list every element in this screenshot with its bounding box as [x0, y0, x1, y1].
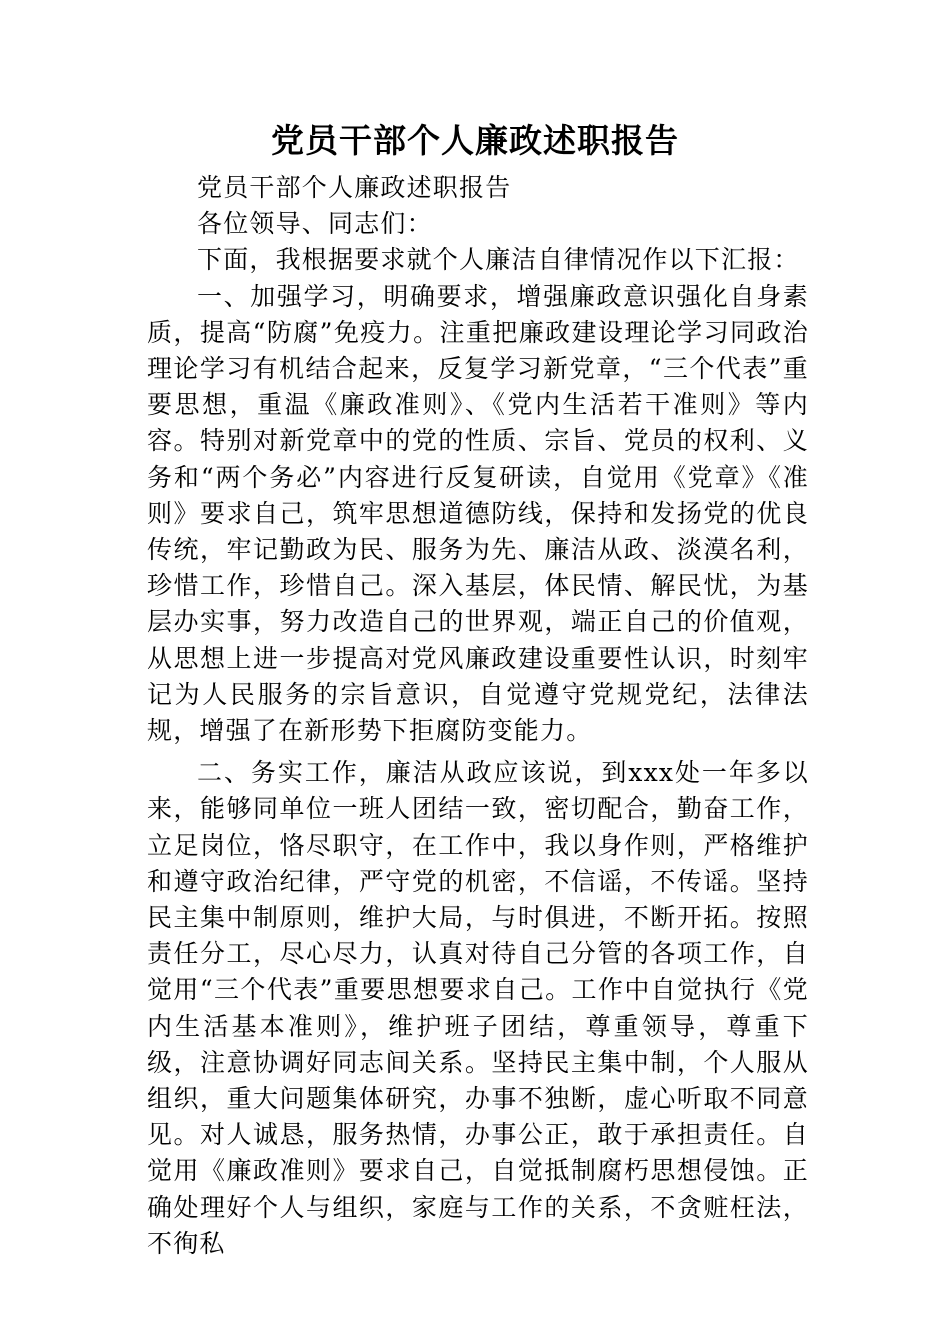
- paragraph-section-two: 二、务实工作，廉洁从政应该说，到xxx处一年多以来，能够同单位一班人团结一致，密切配合，勤奋工作，立足岗位，恪尽职守，在工作中，我以身作则，严格维护和遵守政治纪律，严守党的机密，不信谣，不传谣。坚持民主集中制原则，维护大局，与时俱进，不断开拓。按照责任分工，尽心尽力，认真对待自己分管的各项工作，自觉用“三个代表”重要思想要求自己。工作中自觉执行《党内生活基本准则》，维护班子团结，尊重领导，尊重下级，注意协调好同志间关系。坚持民主集中制，个人服从组织，重大问题集体研究，办事不独断，虚心听取不同意见。对人诚恳，服务热情，办事公正，敢于承担责任。自觉用《廉政准则》要求自己，自觉抵制腐朽思想侵蚀。正确处理好个人与组织，家庭与工作的关系，不贪赃枉法，不徇私: [147, 758, 809, 1258]
- paragraph-salutation: 各位领导、同志们：: [197, 209, 433, 239]
- document-body: [147, 170, 809, 1262]
- paragraph-section-one: 一、加强学习，明确要求，增强廉政意识强化自身素质，提高“防腐”免疫力。注重把廉政建设理论学习同政治理论学习有机结合起来，反复学习新党章，“三个代表”重要思想，重温《廉政准则》、《党内生活若干准则》等内容。特别对新党章中的党的性质、宗旨、党员的权利、义务和“两个务必”内容进行反复研读，自觉用《党章》《准则》要求自己，筑牢思想道德防线，保持和发扬党的优良传统，牢记勤政为民、服务为先、廉洁从政、淡漠名利，珍惜工作，珍惜自己。深入基层，体民情、解民忧，为基层办实事，努力改造自己的世界观，端正自己的价值观，从思想上进一步提高对党风廉政建设重要性认识，时刻牢记为人民服务的宗旨意识，自觉遵守党规党纪，法律法规，增强了在新形势下拒腐防变能力。: [147, 281, 809, 746]
- document-title: 党员干部个人廉政述职报告: [271, 121, 679, 160]
- paragraph-subtitle: 党员干部个人廉政述职报告: [197, 173, 512, 202]
- paragraph-intro: 下面，我根据要求就个人廉洁自律情况作以下汇报：: [197, 245, 800, 275]
